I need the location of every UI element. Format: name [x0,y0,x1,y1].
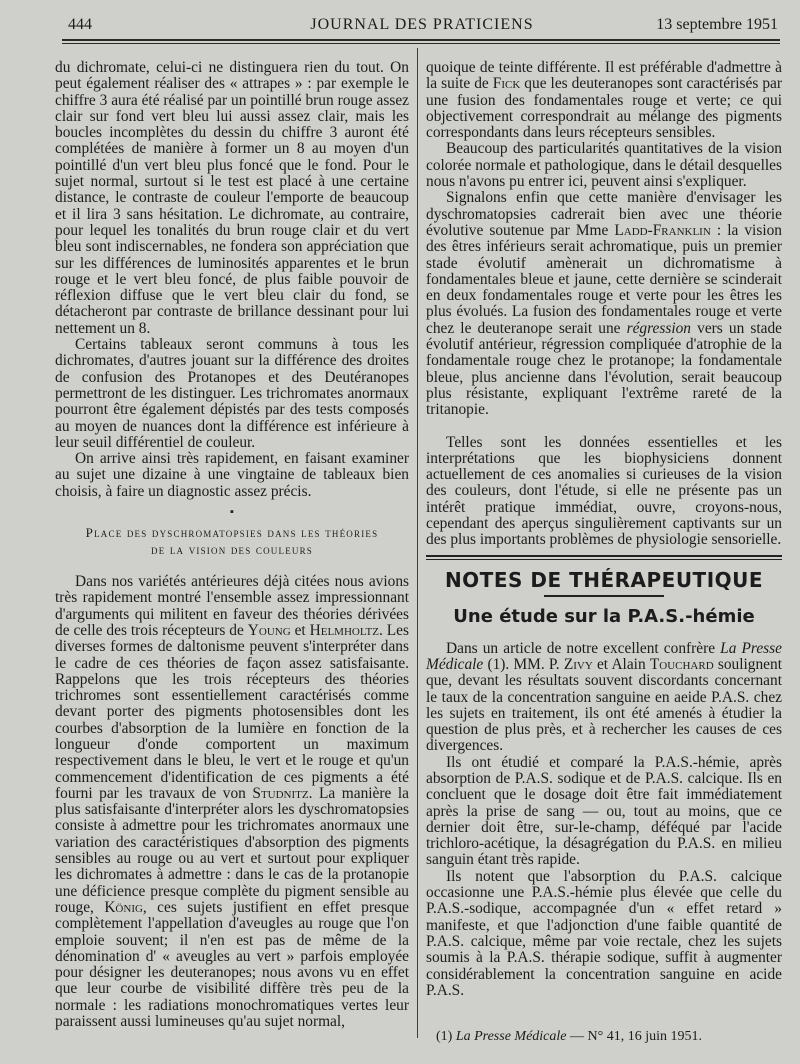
paragraph [426,190,782,418]
right-column [426,60,782,1045]
journal-title: JOURNAL DES PRATICIENS [310,16,534,33]
text-run: Dans nos variétés antérieures déjà citées nous avions très rapidement montré l'ensemble assez impressionnant d'arguments qui militent en faveur des théories dérivées de celle des trois récepteurs de [55,573,409,639]
text-run: (1). MM. P. [483,655,564,673]
footnote [426,1029,782,1045]
left-column [55,60,409,1030]
author-name: Zivy [563,655,593,673]
emphasis: régression [626,319,692,337]
text-run: Signalons enfin que cette manière d'envisager les dyschromatopsies cadrerait bien avec une théorie évolutive soutenue par Mme [426,189,782,239]
text-run: : la vision des êtres inférieurs serait achromatique, puis un premier stade évolutif amènerait un dichromatisme à fondamentales bleue et jaune, cette dernière se scinderait en deux fondamentales rouge et verte pour les êtres les plus évolués. La fusion des fondamentales rouge et verte chez le deuteranope serait une [426,221,782,337]
text-run: . La manière la plus satisfaisante d'interpréter alors les dyschromatopsies consiste à admettre pour les trichromates anormaux une variation des caractéristiques d'absorption des pigments sensibles au rouge ou au vert et surtout pour expliquer les dichromates à admettre : dans le cas de la protanopie une déficience presque complète du pigment sensible au rouge, [55,784,409,916]
title-underline [544,595,664,597]
author-name: Helmholtz [309,621,379,639]
text-run: , ces sujets justifient en effet presque complètement l'appellation d'aveugles au rouge que l'on emploie souvent; il n'en est pas de même de la dénomination d' « aveugles au vert » parfois employée pour désigner les deuteranopes; nous avons vu en effet que leur courbe de visibilité diffère très peu de la normale : les radiations monochromatiques vertes leur paraissent aussi lumineuses qu'au sujet normal, [55,898,409,1031]
author-name: Touchard [649,655,714,673]
section-heading-line-1: Place des dyschromatopsies dans les théories [85,525,379,541]
separator-mark: ▪ [230,506,234,519]
journal-citation: La Presse Médicale [455,1029,567,1045]
double-rule [426,555,782,560]
spacer [55,558,409,574]
paragraph: Ils ont étudié et comparé la P.A.S.-hémie, après absorption de P.A.S. sodique et de P.A.S. calcique. Ils en concluent que le dosage doit être fait immédiatement après la prise de sang — ou, tout au moins, que ce dernier doit être, sur-le-champ, déféqué par l'acide trichloro-acétique, la désagrégation du P.A.S. en milieu sanguin étant très rapide. [426,753,782,869]
paragraph [426,60,782,141]
text-run: Dans un article de notre excellent confrère [446,639,721,657]
author-name: Studnitz [252,784,309,802]
column-divider [417,48,418,1038]
journal-citation: La Presse Médicale [426,639,782,673]
paragraph: du dichromate, celui-ci ne distinguera rien du tout. On peut également réaliser des « attrapes » : par exemple le chiffre 3 aura été réalisé par un pointillé brun rouge assez clair sur fond vert bleu lui aussi assez clair, mais les boucles incomplètes du dessin du chiffre 3 auront été complétées de manière à former un 8 au moyen d'un pointillé d'un vert bleu plus foncé que le fond. Pour le sujet normal, surtout si le test est placé à une certaine distance, le contraste de couleur l'emporte de beaucoup et il lira 3 sans hésitation. Le dichromate, au contraire, pour lequel les tonalités du brun rouge clair et du vert bleu sont indiscernables, ne fondera son appréciation que sur les différences de luminosités apparentes et le brun rouge et le vert bleu foncé, de plus faible pouvoir de réflexion diffuse que le vert bleu clair du fond, se détacheront par contraste de brillance dessinant pour lui nettement un 8. [55,59,409,337]
author-name: Ladd-Franklin [614,221,711,239]
paragraph: Telles sont les données essentielles et les interprétations que les biophysiciens donnent actuellement de ces anomalies si curieuses de la vision des couleurs, dont l'étude, si elle ne présente pas un intérêt pratique immédiat, ouvre, croyons-nous, cependant des aperçus singulièrement captivants sur un des plus importants problèmes de physiologie sensorielle. [426,433,782,549]
section-heading [61,524,403,558]
issue-date: 13 septembre 1951 [656,16,778,33]
text-run: que les deuteranopes sont caractérisés par une fusion des fondamentales rouge et verte; ce qui objectivement correspondrait au mélange des pigments correspondants dans leurs récepteurs sensibles. [426,75,782,142]
notes-title: NOTES DE THÉRAPEUTIQUE [444,567,764,592]
page-number: 444 [68,16,92,33]
author-name: König [104,898,143,916]
section-heading-line-2: de la vision des couleurs [151,542,313,558]
author-name: Young [247,621,291,639]
footnote-marker: (1) [436,1029,456,1045]
text-run: — N° 41, 16 juin 1951. [566,1029,703,1045]
text-run: soulignent que, devant les résultats souvent discordants concernant le taux de la concentration sanguine en aeide P.A.S. chez les sujets en traitement, ils ont été amenés à étudier la question de plus près, et à rechercher les causes de ces divergences. [426,655,782,755]
page-header [64,14,780,40]
author-name: Fick [492,75,521,93]
text-run: et Alain [592,655,650,673]
paragraph [426,641,782,755]
paragraph: On arrive ainsi très rapidement, en faisant examiner au sujet une dizaine à une vingtaine de tableaux bien choisis, à faire un diagnostic assez précis. [55,450,409,500]
spacer [426,419,782,435]
text-run: vers un stade évolutif antérieur, régression compliquée d'atrophie de la fondamentale rouge chez le protanope; la fondamentale bleue, plus ancienne dans l'évolution, serait beaucoup plus résistante, expliquant l'extrême rareté de la tritanopie. [426,319,782,419]
notes-section [426,555,782,629]
article-title: Une étude sur la P.A.S.-hémie [453,605,755,627]
text-run: quoique de teinte différente. Il est préférable d'admettre à la suite de [426,59,782,93]
paragraph: Beaucoup des particularités quantitatives de la vision colorée normale et pathologique, dans le détail desquelles nous n'avons pu entrer ici, peuvent ainsi s'expliquer. [426,140,782,191]
paragraph: Certains tableaux seront communs à tous les dichromates, d'autres jouant sur la différence des droites de confusion des Protanopes et des Deutéranopes permettront de les distinguer. Les trichromates anormaux pourront être également dépistés par des tests composés au moyen de nuances dont la différence est inférieure à leur seuil différentiel de couleur. [55,336,409,451]
header-rule [62,39,780,41]
text-run: et [290,621,310,639]
paragraph: Ils notent que l'absorption du P.A.S. calcique occasionne une P.A.S.-hémie plus élevée que celle du P.A.S.-sodique, accompagnée d'un « effet retard » manifeste, et que l'adjonction d'une faible quantité de P.A.S. calcique, même par voie rectale, chez les sujets soumis à la P.A.S. thérapie sodique, suffit à augmenter considérablement la concentration sanguine en acide P.A.S. [426,867,782,999]
header-rule-thin [62,43,780,44]
paragraph [55,574,409,1030]
text-run: . Les diverses formes de daltonisme peuvent s'interpréter dans le cadre de ces théories de façon assez satisfaisante. Rappelons que les trois récepteurs des théories trichromes sont essentiellement caractérisés comme devant porter des pigments photosensibles dont les courbes d'absorption de la lumière en fonction de la longueur d'onde comportent un maximum respectivement dans le bleu, le vert et le rouge et qu'un commencement d'identification de ces pigments a été fourni par les travaux de von [55,621,409,802]
